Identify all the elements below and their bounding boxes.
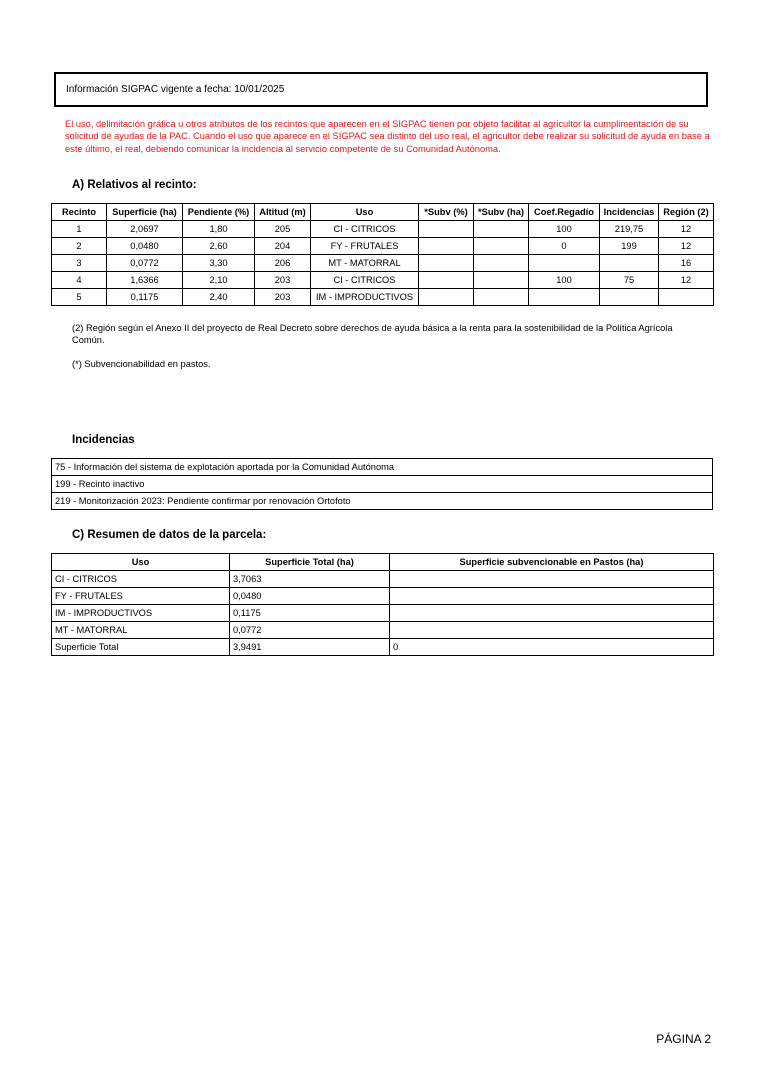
- cell-incidencias: 219,75: [600, 221, 659, 238]
- cell-subv-ha: [474, 255, 529, 272]
- resumen-header-row: [52, 554, 714, 571]
- cell-superficie-pastos: [390, 605, 714, 622]
- cell-superficie-pastos: [390, 622, 714, 639]
- cell-uso: MT - MATORRAL: [311, 255, 419, 272]
- cell-pendiente: 2,40: [183, 289, 255, 306]
- table-row: [52, 221, 714, 238]
- table-row: [52, 238, 714, 255]
- cell-superficie: 2,0697: [107, 221, 183, 238]
- incidencias-title: Incidencias: [72, 434, 135, 446]
- cell-uso: CI - CITRICOS: [311, 272, 419, 289]
- cell-superficie-total: 3,9491: [230, 639, 390, 656]
- header-incidencias: Incidencias: [600, 204, 659, 221]
- cell-incidencias: 75: [600, 272, 659, 289]
- list-item: [52, 493, 713, 510]
- header-coef-regadio: Coef.Regadío: [529, 204, 600, 221]
- cell-superficie: 1,6366: [107, 272, 183, 289]
- table-row: [52, 571, 714, 588]
- cell-superficie: 0,0480: [107, 238, 183, 255]
- header-altitud: Altitud (m): [255, 204, 311, 221]
- cell-uso: IM - IMPRODUCTIVOS: [311, 289, 419, 306]
- header-superficie-total: Superficie Total (ha): [230, 554, 390, 571]
- section-a-title: A) Relativos al recinto:: [72, 179, 197, 191]
- header-superficie: Superficie (ha): [107, 204, 183, 221]
- warning-text: El uso, delimitación gráfica u otros atributos de los recintos que aparecen en el SIGPAC tienen por objeto facilitar al agricultor la cumplimentación de su solicitud de ayudas de la PAC. Cuando el uso que aparece en el SIGPAC sea distinto del uso real, el agricultor debe realizar su solicitud de ayuda en base a este último, el real, debiendo comunicar la incidencia al servicio competente de su Comunidad Autónoma.: [65, 119, 710, 154]
- cell-incidencias: 199: [600, 238, 659, 255]
- cell-subv-pct: [419, 221, 474, 238]
- header-recinto: Recinto: [52, 204, 107, 221]
- info-date-text: Información SIGPAC vigente a fecha: 10/01/2025: [66, 84, 285, 95]
- header-uso: Uso: [52, 554, 230, 571]
- cell-coef-regadio: 0: [529, 238, 600, 255]
- cell-superficie: 0,0772: [107, 255, 183, 272]
- recintos-table: [51, 203, 714, 306]
- header-subv-pct: *Subv (%): [419, 204, 474, 221]
- cell-uso: IM - IMPRODUCTIVOS: [52, 605, 230, 622]
- list-item: [52, 476, 713, 493]
- cell-recinto: 2: [52, 238, 107, 255]
- cell-superficie-pastos: 0: [390, 639, 714, 656]
- cell-recinto: 3: [52, 255, 107, 272]
- table-row: [52, 289, 714, 306]
- list-item: [52, 459, 713, 476]
- cell-pendiente: 2,10: [183, 272, 255, 289]
- note-region: (2) Región según el Anexo II del proyecto de Real Decreto sobre derechos de ayuda básica a la renta para la sostenibilidad de la Política Agrícola Común.: [72, 323, 673, 345]
- cell-coef-regadio: [529, 255, 600, 272]
- cell-altitud: 205: [255, 221, 311, 238]
- header-region: Región (2): [659, 204, 714, 221]
- table-row-total: [52, 639, 714, 656]
- cell-recinto: 5: [52, 289, 107, 306]
- cell-superficie-total: 0,0772: [230, 622, 390, 639]
- cell-uso: Superficie Total: [52, 639, 230, 656]
- cell-incidencias: [600, 255, 659, 272]
- info-box: [54, 72, 708, 107]
- resumen-table: [51, 553, 714, 656]
- cell-region: [659, 289, 714, 306]
- cell-uso: FY - FRUTALES: [311, 238, 419, 255]
- cell-subv-pct: [419, 289, 474, 306]
- incidencia-75: 75 - Información del sistema de explotación aportada por la Comunidad Autónoma: [52, 459, 713, 476]
- cell-altitud: 203: [255, 272, 311, 289]
- cell-region: 12: [659, 272, 714, 289]
- table-row: [52, 272, 714, 289]
- cell-pendiente: 1,80: [183, 221, 255, 238]
- cell-altitud: 206: [255, 255, 311, 272]
- header-pendiente: Pendiente (%): [183, 204, 255, 221]
- section-c-title: C) Resumen de datos de la parcela:: [72, 529, 267, 541]
- cell-coef-regadio: [529, 289, 600, 306]
- cell-uso: FY - FRUTALES: [52, 588, 230, 605]
- header-subv-ha: *Subv (ha): [474, 204, 529, 221]
- table-row: [52, 622, 714, 639]
- recintos-header-row: [52, 204, 714, 221]
- cell-uso: CI - CITRICOS: [52, 571, 230, 588]
- cell-subv-pct: [419, 255, 474, 272]
- cell-subv-ha: [474, 238, 529, 255]
- cell-subv-ha: [474, 221, 529, 238]
- cell-subv-pct: [419, 238, 474, 255]
- cell-uso: MT - MATORRAL: [52, 622, 230, 639]
- cell-subv-ha: [474, 289, 529, 306]
- cell-pendiente: 2,60: [183, 238, 255, 255]
- table-row: [52, 255, 714, 272]
- cell-superficie-total: 3,7063: [230, 571, 390, 588]
- cell-uso: CI - CITRICOS: [311, 221, 419, 238]
- cell-recinto: 1: [52, 221, 107, 238]
- table-row: [52, 588, 714, 605]
- cell-superficie-total: 0,0480: [230, 588, 390, 605]
- incidencia-219: 219 - Monitorización 2023: Pendiente confirmar por renovación Ortofoto: [52, 493, 713, 510]
- header-superficie-pastos: Superficie subvencionable en Pastos (ha): [390, 554, 714, 571]
- incidencia-199: 199 - Recinto inactivo: [52, 476, 713, 493]
- cell-altitud: 204: [255, 238, 311, 255]
- cell-region: 16: [659, 255, 714, 272]
- cell-region: 12: [659, 238, 714, 255]
- incidencias-table: [51, 458, 713, 510]
- cell-pendiente: 3,30: [183, 255, 255, 272]
- cell-coef-regadio: 100: [529, 221, 600, 238]
- cell-superficie-pastos: [390, 571, 714, 588]
- cell-subv-pct: [419, 272, 474, 289]
- cell-altitud: 203: [255, 289, 311, 306]
- cell-subv-ha: [474, 272, 529, 289]
- cell-superficie: 0,1175: [107, 289, 183, 306]
- cell-recinto: 4: [52, 272, 107, 289]
- cell-incidencias: [600, 289, 659, 306]
- header-uso: Uso: [311, 204, 419, 221]
- cell-superficie-total: 0,1175: [230, 605, 390, 622]
- cell-region: 12: [659, 221, 714, 238]
- table-row: [52, 605, 714, 622]
- note-subv: (*) Subvencionabilidad en pastos.: [72, 359, 211, 369]
- cell-superficie-pastos: [390, 588, 714, 605]
- cell-coef-regadio: 100: [529, 272, 600, 289]
- page-number: PÁGINA 2: [656, 1032, 711, 1046]
